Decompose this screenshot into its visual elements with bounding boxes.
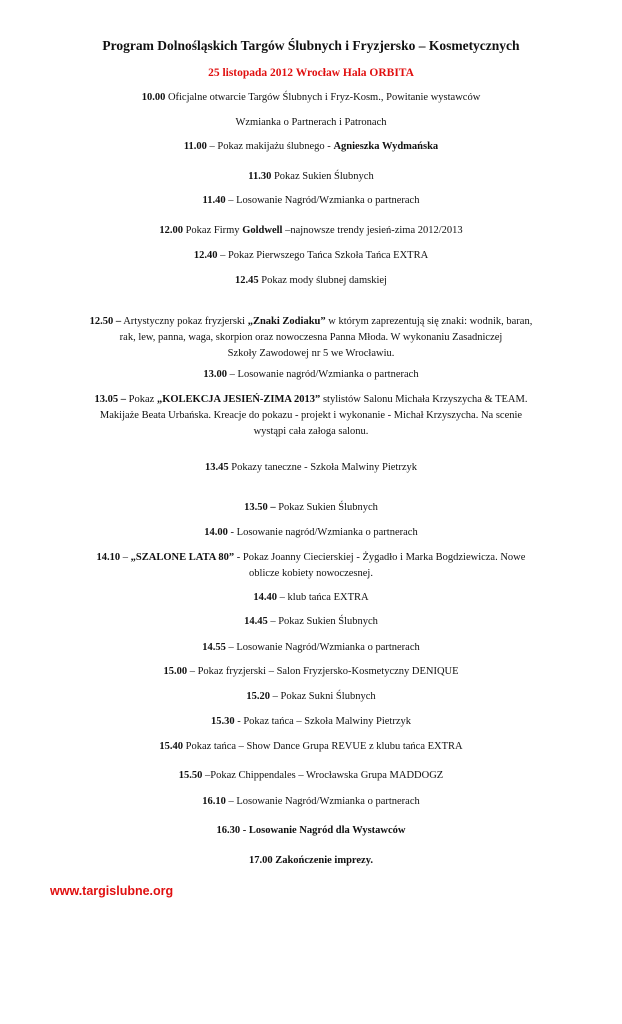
program-item: 17.00 Zakończenie imprezy. [248, 855, 374, 866]
program-item: 12.40 – Pokaz Pierwszego Tańca Szkoła Tańca EXTRA [193, 250, 429, 261]
program-item: 16.30 - Losowanie Nagród dla Wystawców [216, 825, 406, 836]
program-item: 14.55 – Losowanie Nagród/Wzmianka o partnerach [202, 642, 420, 653]
program-item: 16.10 – Losowanie Nagród/Wzmianka o partnerach [202, 796, 420, 807]
program-item: 14.45 – Pokaz Sukien Ślubnych [244, 616, 378, 627]
program-item: 12.45 Pokaz mody ślubnej damskiej [235, 275, 387, 286]
doc-subtitle: 25 listopada 2012 Wrocław Hala ORBITA [208, 67, 414, 79]
program-item: 15.40 Pokaz tańca – Show Dance Grupa REVUE z klubu tańca EXTRA [159, 741, 463, 752]
program-item: 13.00 – Losowanie nagród/Wzmianka o partnerach [203, 369, 419, 380]
program-item: 12.00 Pokaz Firmy Goldwell –najnowsze trendy jesień-zima 2012/2013 [159, 225, 463, 236]
program-item: 13.45 Pokazy taneczne - Szkoła Malwiny Pietrzyk [205, 462, 417, 473]
program-item: 15.50 –Pokaz Chippendales – Wrocławska Grupa MADDOGZ [178, 770, 444, 781]
program-item: 15.30 - Pokaz tańca – Szkoła Malwiny Pietrzyk [210, 716, 412, 727]
program-item: 11.40 – Losowanie Nagród/Wzmianka o partnerach [202, 195, 420, 206]
doc-title: Program Dolnośląskich Targów Ślubnych i Fryzjersko – Kosmetycznych [102, 38, 520, 53]
program-item: 12.50 – Artystyczny pokaz fryzjerski „Znaki Zodiaku” w którym zaprezentują się znaki: wodnik, baran, rak, lew, panna, waga, skorpion oraz nowoczesna Panna Młoda. W wykonaniu Zasadniczej Szkoły Zawodowej nr 5 we Wrocławiu. [89, 316, 533, 359]
program-item: 11.30 Pokaz Sukien Ślubnych [248, 171, 374, 182]
program-item: 15.00 – Pokaz fryzjerski – Salon Fryzjersko-Kosmetyczny DENIQUE [163, 666, 459, 677]
program-item: 13.05 – Pokaz „KOLEKCJA JESIEŃ-ZIMA 2013” stylistów Salonu Michała Krzyszycha & TEAM. Makijaże Beata Urbańska. Kreacje do pokazu - projekt i wykonanie - Michał Krzyszycha. Na scenie wystąpi cała załoga salonu. [94, 394, 528, 437]
program-item: Wzmianka o Partnerach i Patronach [235, 117, 387, 128]
website-link[interactable]: www.targislubne.org [50, 884, 174, 898]
program-item: 14.00 - Losowanie nagród/Wzmianka o partnerach [204, 527, 418, 538]
program-item: 14.10 – „SZALONE LATA 80” - Pokaz Joanny Ciecierskiej - Żygadło i Marka Bogdziewicza. Nowe oblicze kobiety nowoczesnej. [96, 552, 526, 579]
program-item: 15.20 – Pokaz Sukni Ślubnych [246, 691, 376, 702]
program-item: 14.40 – klub tańca EXTRA [253, 592, 369, 603]
program-item: 13.50 – Pokaz Sukien Ślubnych [244, 502, 378, 513]
program-item: 10.00 Oficjalne otwarcie Targów Ślubnych i Fryz-Kosm., Powitanie wystawców [141, 92, 481, 103]
program-item: 11.00 – Pokaz makijażu ślubnego - Agnieszka Wydmańska [183, 141, 439, 152]
